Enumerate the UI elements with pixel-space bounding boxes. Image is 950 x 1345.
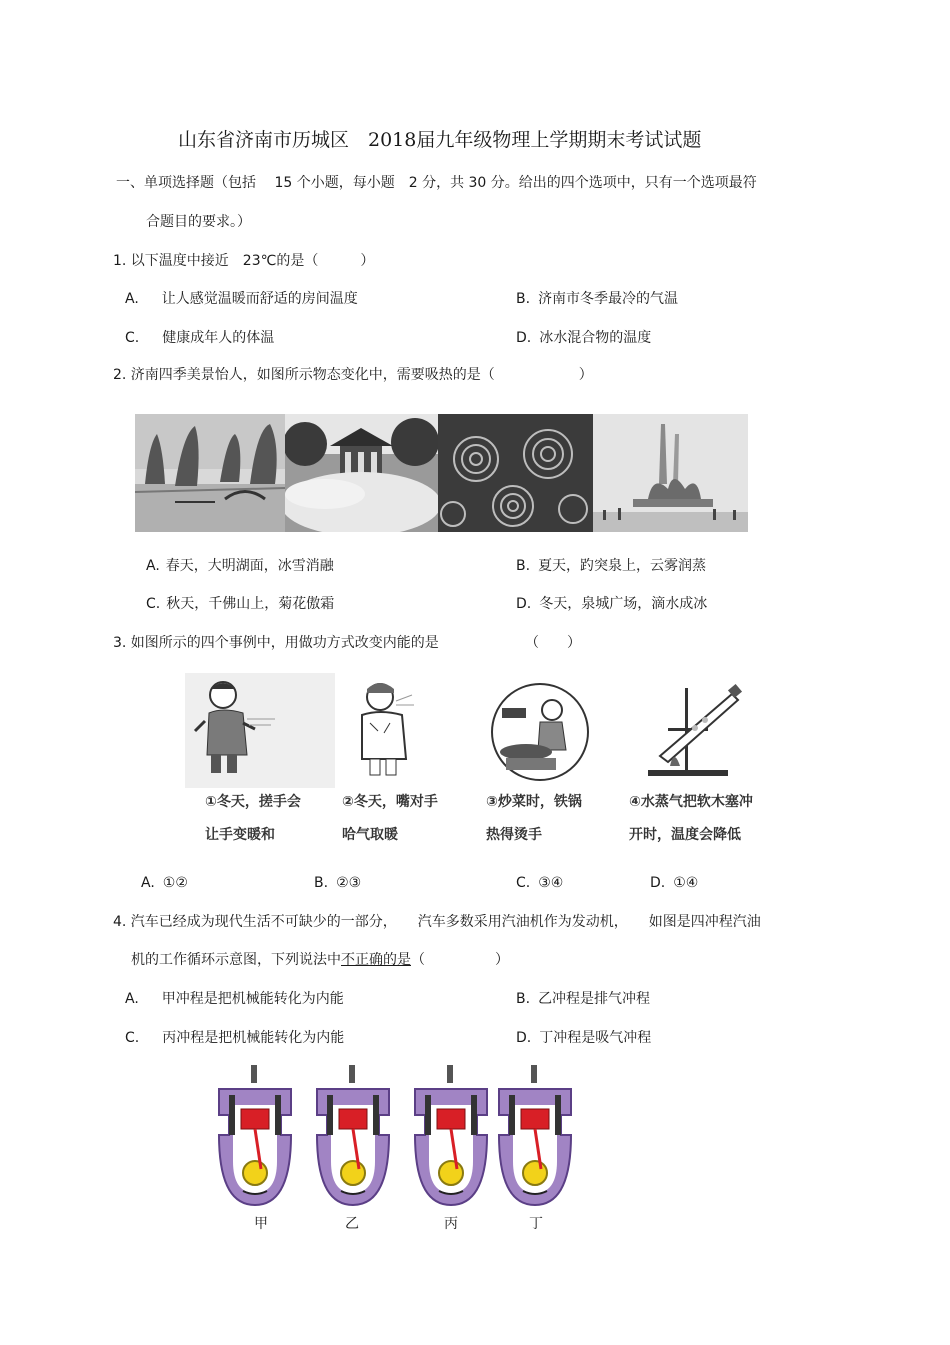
q3-stem: 3. 如图所示的四个事例中，用做功方式改变内能的是 bbox=[113, 635, 439, 651]
q4-option-b: B. 乙冲程是排气冲程 bbox=[516, 991, 651, 1007]
q4-stem-line2: 机的工作循环示意图，下列说法中不正确的是（ ） bbox=[131, 952, 509, 968]
q2-option-c: C. 秋天，千佛山上，菊花傲霜 bbox=[146, 596, 335, 612]
q2-option-d: D. 冬天，泉城广场，滴水成冰 bbox=[516, 596, 708, 612]
chrysanthemum-photo bbox=[438, 414, 593, 532]
snow-lake-photo bbox=[135, 414, 285, 532]
breathing-on-hands-illustration bbox=[340, 673, 450, 788]
q1-option-c: C. 健康成年人的体温 bbox=[125, 330, 275, 346]
q1-option-d: D. 冰水混合物的温度 bbox=[516, 330, 652, 346]
steam-cork-test-tube-illustration bbox=[640, 678, 750, 783]
rubbing-hands-illustration bbox=[185, 673, 335, 788]
q4-option-c: C. 丙冲程是把机械能转化为内能 bbox=[125, 1030, 345, 1046]
q1-option-b: B. 济南市冬季最冷的气温 bbox=[516, 291, 679, 307]
q2-option-a: A. 春天，大明湖面，冰雪消融 bbox=[146, 558, 334, 574]
q3-option-a: A. ①② bbox=[141, 875, 188, 891]
q4-stem-line1: 4. 汽车已经成为现代生活不可缺少的一部分， 汽车多数采用汽油机作为发动机， 如图是四冲程汽油 bbox=[113, 914, 761, 930]
page-title: 山东省济南市历城区 2018届九年级物理上学期期末考试试题 bbox=[178, 129, 702, 151]
four-stroke-engine-diagrams bbox=[215, 1065, 585, 1210]
q4-option-a: A. 甲冲程是把机械能转化为内能 bbox=[125, 991, 344, 1007]
q3-option-b: B. ②③ bbox=[314, 875, 362, 891]
q2-stem: 2. 济南四季美景怡人，如图所示物态变化中，需要吸热的是（ ） bbox=[113, 367, 593, 383]
q3-caption-2-line2: 哈气取暖 bbox=[342, 827, 398, 843]
engine-label-bing: 丙 bbox=[444, 1216, 458, 1232]
q3-caption-2-line1: ②冬天，嘴对手 bbox=[342, 794, 438, 810]
fountain-plaza-photo bbox=[593, 414, 748, 532]
q3-caption-4-line1: ④水蒸气把软木塞冲 bbox=[629, 794, 753, 810]
q3-caption-4-line2: 开时，温度会降低 bbox=[629, 827, 741, 843]
q2-option-b: B. 夏天，趵突泉上，云雾润蒸 bbox=[516, 558, 707, 574]
q4-emphasis-not-correct: 不正确的是 bbox=[341, 952, 411, 968]
pavilion-fog-photo bbox=[285, 414, 438, 532]
q3-option-c: C. ③④ bbox=[516, 875, 564, 891]
q3-answer-paren: （ ） bbox=[525, 635, 581, 651]
q1-stem: 1. 以下温度中接近 23℃的是（ ） bbox=[113, 253, 375, 269]
q3-caption-1-line1: ①冬天，搓手会 bbox=[205, 794, 301, 810]
q4-option-d: D. 丁冲程是吸气冲程 bbox=[516, 1030, 652, 1046]
q3-caption-3-line2: 热得烫手 bbox=[486, 827, 542, 843]
stir-fry-illustration bbox=[490, 680, 590, 785]
section-instruction-line1: 一、单项选择题（包括 15 个小题，每小题 2 分，共 30 分。给出的四个选项中，只有一个选项最符 bbox=[116, 175, 757, 191]
engine-label-yi: 乙 bbox=[345, 1216, 359, 1232]
q1-option-a: A. 让人感觉温暖而舒适的房间温度 bbox=[125, 291, 358, 307]
q3-caption-1-line2: 让手变暖和 bbox=[205, 827, 275, 843]
engine-label-jia: 甲 bbox=[254, 1216, 268, 1232]
q3-option-d: D. ①④ bbox=[650, 875, 699, 891]
q3-caption-3-line1: ③炒菜时，铁锅 bbox=[486, 794, 582, 810]
section-instruction-line2: 合题目的要求。） bbox=[146, 214, 251, 230]
engine-label-ding: 丁 bbox=[529, 1216, 543, 1232]
